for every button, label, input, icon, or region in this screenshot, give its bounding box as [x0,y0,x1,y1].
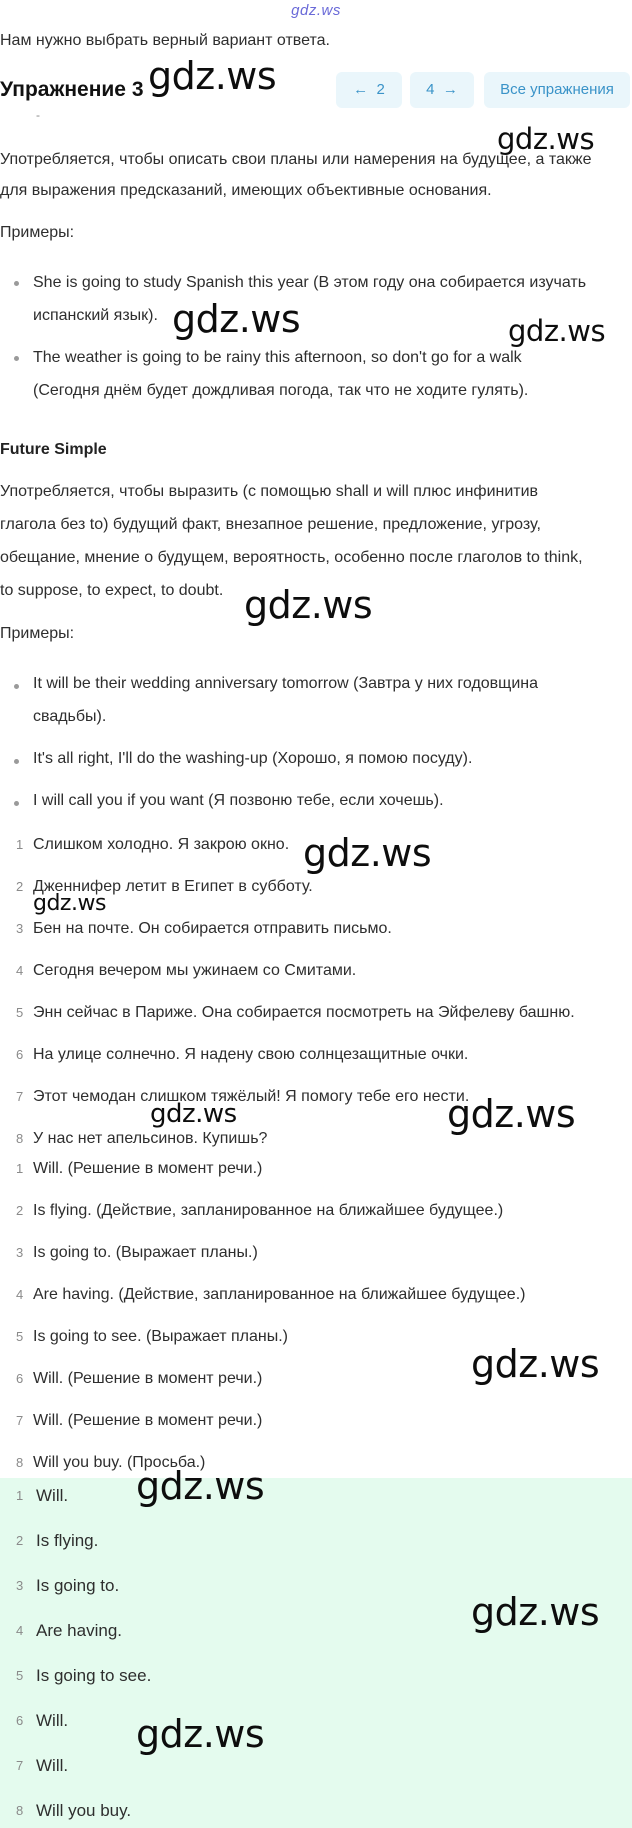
example-line: It's all right, I'll do the washing-up (Хорошо, я помою посуду). [33,750,473,767]
watermark: gdz.ws [244,583,373,627]
item-number: 7 [16,1758,24,1773]
item-number: 3 [16,921,24,936]
site-logo: gdz.ws [291,2,341,19]
list-item: Will. (Решение в момент речи.) [33,1370,263,1387]
watermark: gdz.ws [150,1099,237,1129]
bullet-icon [14,356,19,361]
list-item: Is flying. [36,1531,99,1550]
future-simple-desc-line4: to suppose, to expect, to doubt. [0,582,224,599]
example-line: испанский язык). [33,307,158,324]
list-item: Дженнифер летит в Египет в субботу. [33,878,313,895]
list-item: Will. (Решение в момент речи.) [33,1412,263,1429]
future-simple-desc-line3: обещание, мнение о будущем, вероятность, особенно после глаголов to think, [0,549,583,566]
item-number: 2 [16,1203,24,1218]
exercise-title: Упражнение 3 [0,78,144,101]
item-number: 3 [16,1578,24,1593]
item-number: 3 [16,1245,24,1260]
prev-exercise-button[interactable]: ← 2 [336,72,402,108]
future-simple-desc-line2: глагола без to) будущий факт, внезапное решение, предложение, угрозу, [0,516,541,533]
list-item: Will you buy. (Просьба.) [33,1454,206,1471]
item-number: 5 [16,1005,24,1020]
list-item: Are having. [36,1621,122,1640]
bullet-icon [14,759,19,764]
examples-label: Примеры: [0,625,75,642]
bullet-icon [14,281,19,286]
watermark: gdz.ws [136,1464,265,1508]
item-number: 8 [16,1803,24,1818]
item-number: 6 [16,1047,24,1062]
list-item: Will. [36,1711,69,1730]
item-number: 5 [16,1329,24,1344]
all-exercises-button[interactable]: Все упражнения [484,72,630,108]
item-number: 4 [16,1623,24,1638]
watermark: gdz.ws [172,297,301,341]
list-item: Will. (Решение в момент речи.) [33,1160,263,1177]
example-line: It will be their wedding anniversary tomorrow (Завтра у них годовщина [33,675,539,692]
watermark: gdz.ws [33,891,106,916]
example-line: She is going to study Spanish this year (В этом году она собирается изучать [33,274,587,291]
list-item: Бен на почте. Он собирается отправить письмо. [33,920,392,937]
item-number: 2 [16,1533,24,1548]
item-number: 2 [16,879,24,894]
watermark: gdz.ws [447,1092,576,1136]
example-line: I will call you if you want (Я позвоню тебе, если хочешь). [33,792,444,809]
watermark: gdz.ws [508,314,606,348]
list-item: Is going to. [36,1576,120,1595]
list-item: Will. [36,1756,69,1775]
going-to-desc-line1: Употребляется, чтобы описать свои планы или намерения на будущее, а также [0,151,592,168]
bullet-icon [14,684,19,689]
list-item: У нас нет апельсинов. Купишь? [33,1130,268,1147]
intro-text: Нам нужно выбрать верный вариант ответа. [0,32,330,49]
future-simple-desc-line1: Употребляется, чтобы выразить (с помощью shall и will плюс инфинитив [0,483,539,500]
item-number: 6 [16,1371,24,1386]
list-item: Is flying. (Действие, запланированное на ближайшее будущее.) [33,1202,504,1219]
next-exercise-button[interactable]: 4 → [410,72,474,108]
section-heading: Future Simple [0,441,107,458]
item-number: 7 [16,1089,24,1104]
list-item: На улице солнечно. Я надену свою солнцезащитные очки. [33,1046,469,1063]
list-item: Этот чемодан слишком тяжёлый! Я помогу тебе его нести. [33,1088,470,1105]
item-number: 7 [16,1413,24,1428]
watermark: gdz.ws [497,122,595,156]
item-number: 5 [16,1668,24,1683]
examples-label: Примеры: [0,224,75,241]
going-to-desc-line2: для выражения предсказаний, имеющих объективные основания. [0,182,492,199]
list-item: Энн сейчас в Париже. Она собирается посмотреть на Эйфелеву башню. [33,1004,575,1021]
watermark: gdz.ws [303,831,432,875]
list-item: Will you buy. [36,1801,132,1820]
list-item: Is going to see. [36,1666,152,1685]
watermark: gdz.ws [471,1342,600,1386]
list-item: Сегодня вечером мы ужинаем со Смитами. [33,962,357,979]
list-item: Is going to. (Выражает планы.) [33,1244,258,1261]
watermark: gdz.ws [148,54,277,98]
item-number: 8 [16,1455,24,1470]
watermark: gdz.ws [471,1590,600,1634]
list-item: Is going to see. (Выражает планы.) [33,1328,289,1345]
example-line: The weather is going to be rainy this afternoon, so don't go for a walk [33,349,522,366]
list-item: Will. [36,1486,69,1505]
example-line: (Сегодня днём будет дождливая погода, так что не ходите гулять). [33,382,529,399]
list-item: Are having. (Действие, запланированное на ближайшее будущее.) [33,1286,526,1303]
example-line: свадьбы). [33,708,107,725]
list-item: Слишком холодно. Я закрою окно. [33,836,290,853]
arrow-right-icon: → [442,81,458,98]
item-number: 4 [16,1287,24,1302]
item-number: 1 [16,837,24,852]
item-number: 1 [16,1488,24,1503]
watermark: gdz.ws [136,1712,265,1756]
item-number: 6 [16,1713,24,1728]
item-number: 8 [16,1131,24,1146]
dash: - [36,108,40,122]
item-number: 1 [16,1161,24,1176]
item-number: 4 [16,963,24,978]
bullet-icon [14,801,19,806]
arrow-left-icon: ← [353,81,369,98]
